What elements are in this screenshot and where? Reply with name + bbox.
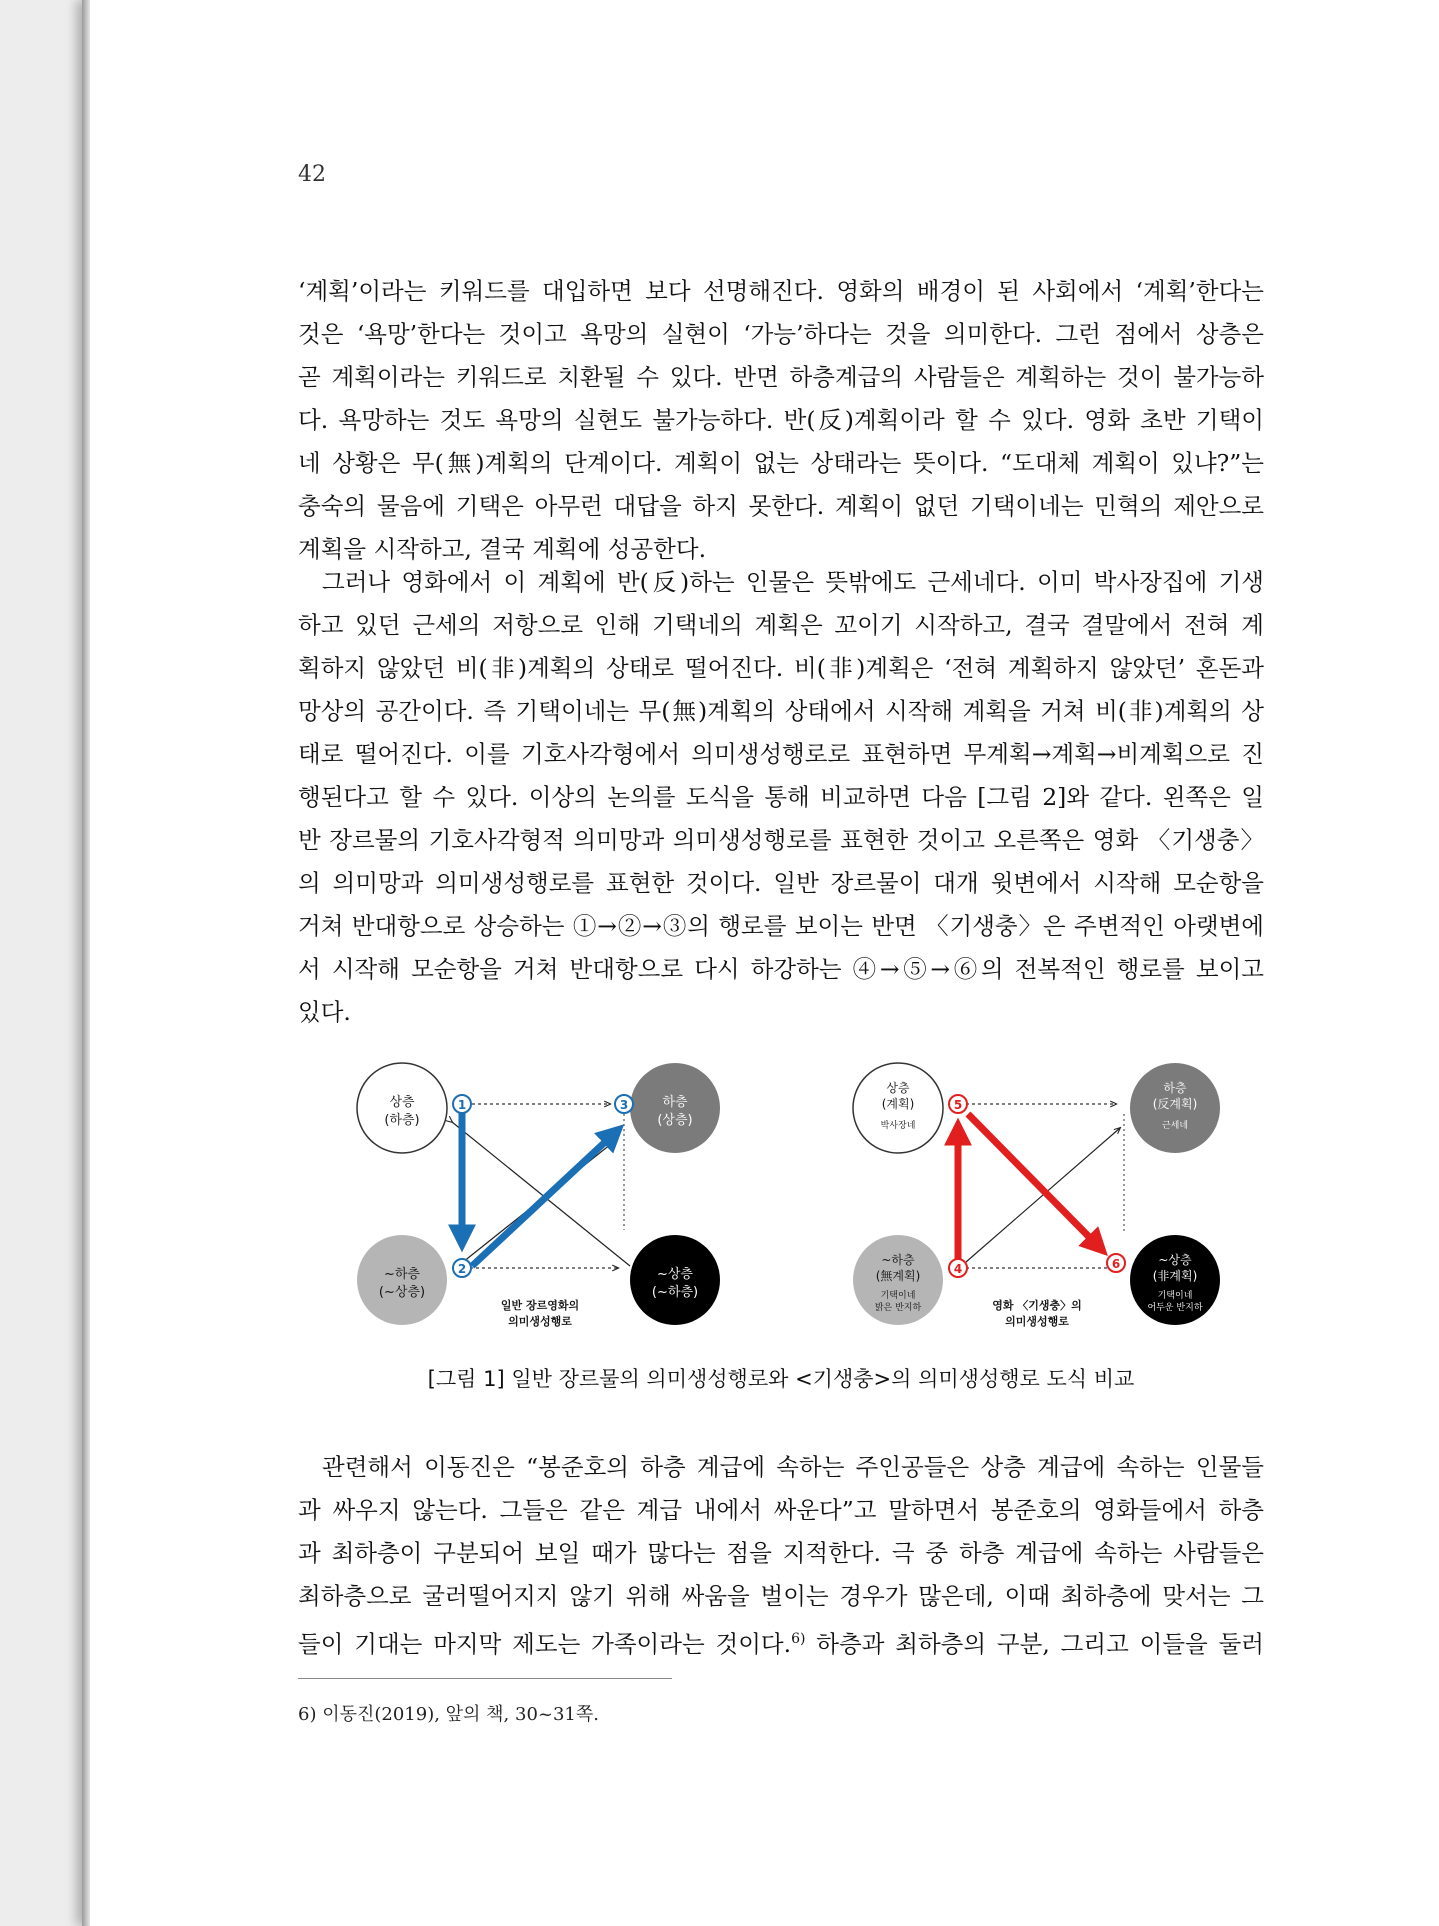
tr-label: 하층 bbox=[662, 1095, 688, 1110]
tr-note: 근세네 bbox=[1161, 1121, 1189, 1131]
page-spine-shadow bbox=[82, 0, 90, 1926]
step-5-number: 5 bbox=[953, 1098, 963, 1112]
text-line: 획하지 않았던 비(非)계획의 상태로 떨어진다. 비(非)계획은 ‘전혀 계획하지 않았던’ 혼돈과 bbox=[298, 654, 1264, 682]
br-label: ~상층 bbox=[1158, 1253, 1192, 1267]
text-line: ‘계획’이라는 키워드를 대입하면 보다 선명해진다. 영화의 배경이 된 사회에서 ‘계획’한다는 bbox=[298, 277, 1264, 305]
text-line: 태로 떨어진다. 이를 기호사각형에서 의미생성행로로 표현하면 무계획→계획→비계획으로 진 bbox=[298, 740, 1264, 768]
right-path-label: 영화 〈기생충〉의 bbox=[992, 1299, 1082, 1312]
tr-label: 하층 bbox=[1163, 1081, 1187, 1095]
left-path-sublabel: 의미생성행로 bbox=[508, 1315, 572, 1328]
blue-arrow-up bbox=[472, 1130, 618, 1266]
paragraph-3 bbox=[298, 1446, 1264, 1666]
footnote-divider bbox=[298, 1678, 672, 1679]
text-line: 망상의 공간이다. 즉 기택이네는 무(無)계획의 상태에서 시작해 계획을 거쳐 비(非)계획의 상 bbox=[298, 697, 1264, 725]
br-label: ~상층 bbox=[656, 1267, 694, 1282]
text-line: 거쳐 반대항으로 상승하는 ①→②→③의 행로를 보이는 반면 〈기생충〉은 주변적인 아랫변에 bbox=[298, 912, 1264, 940]
left-diagram bbox=[357, 1063, 720, 1328]
right-diagram bbox=[853, 1063, 1220, 1328]
bl-note: 기택이네 bbox=[880, 1291, 916, 1301]
bl-note-2: 밝은 반지하 bbox=[874, 1303, 922, 1313]
bl-sublabel: (無계획) bbox=[875, 1269, 921, 1283]
step-1-number: 1 bbox=[457, 1098, 467, 1112]
tr-sublabel: (상층) bbox=[657, 1113, 693, 1128]
paragraph-2 bbox=[298, 561, 1264, 1034]
text-line: 행된다고 할 수 있다. 이상의 논의를 도식을 통해 비교하면 다음 [그림 2]와 같다. 왼쪽은 일 bbox=[298, 783, 1264, 811]
semiotic-square-figure bbox=[340, 1044, 1220, 1344]
text-line: 그러나 영화에서 이 계획에 반(反)하는 인물은 뜻밖에도 근세네다. 이미 박사장집에 기생 bbox=[322, 568, 1264, 596]
text-line bbox=[298, 1618, 1264, 1666]
text-line: 계획을 시작하고, 결국 계획에 성공한다. bbox=[298, 535, 707, 563]
bl-sublabel: (~상층) bbox=[378, 1285, 426, 1300]
figure-caption: [그림 1] 일반 장르물의 의미생성행로와 <기생충>의 의미생성행로 도식 비교 bbox=[427, 1367, 1135, 1391]
text-line: 하고 있던 근세의 저항으로 인해 기택네의 계획은 꼬이기 시작하고, 결국 결말에서 전혀 계 bbox=[298, 611, 1264, 639]
text-line: 다. 욕망하는 것도 욕망의 실현도 불가능하다. 반(反)계획이라 할 수 있다. 영화 초반 기택이 bbox=[298, 406, 1264, 434]
bl-label: ~하층 bbox=[383, 1267, 421, 1282]
page-number: 42 bbox=[298, 162, 326, 187]
paragraph-1 bbox=[298, 270, 1264, 571]
text-line: 네 상황은 무(無)계획의 단계이다. 계획이 없는 상태라는 뜻이다. “도대체 계획이 있냐?”는 bbox=[298, 449, 1264, 477]
text-line: 의 의미망과 의미생성행로를 표현한 것이다. 일반 장르물이 대개 윗변에서 시작해 모순항을 bbox=[298, 869, 1264, 897]
tl-sublabel: (하층) bbox=[384, 1113, 420, 1128]
text-line: 최하층으로 굴러떨어지지 않기 위해 싸움을 벌이는 경우가 많은데, 이때 최하층에 맞서는 그 bbox=[298, 1582, 1264, 1610]
text-line: 반 장르물의 기호사각형적 의미망과 의미생성행로를 표현한 것이고 오른쪽은 영화 〈기생충〉 bbox=[298, 826, 1264, 854]
text-segment: 하층과 최하층의 구분, 그리고 이들을 둘러 bbox=[805, 1629, 1264, 1658]
tl-label: 상층 bbox=[389, 1095, 415, 1110]
text-line: 과 최하층이 구분되어 보일 때가 많다는 점을 지적한다. 극 중 하층 계급에 속하는 사람들은 bbox=[298, 1539, 1264, 1567]
text-line: 충숙의 물음에 기택은 아무런 대답을 하지 못한다. 계획이 없던 기택이네는 민혁의 제안으로 bbox=[298, 492, 1264, 520]
tl-sublabel: (계획) bbox=[881, 1097, 915, 1111]
red-arrow-down bbox=[968, 1114, 1102, 1250]
tl-note: 박사장네 bbox=[880, 1121, 916, 1131]
text-line: 관련해서 이동진은 “봉준호의 하층 계급에 속하는 주인공들은 상층 계급에 속하는 인물들 bbox=[322, 1453, 1264, 1481]
text-segment: 들이 기대는 마지막 제도는 가족이라는 것이다. bbox=[298, 1629, 792, 1658]
step-3-number: 3 bbox=[619, 1098, 629, 1112]
step-4-number: 4 bbox=[953, 1262, 963, 1276]
viewer-background bbox=[0, 0, 90, 1926]
step-6-number: 6 bbox=[1111, 1257, 1121, 1271]
step-2-number: 2 bbox=[457, 1262, 467, 1276]
br-note-2: 어두운 반지하 bbox=[1147, 1303, 1203, 1313]
bl-label: ~하층 bbox=[881, 1253, 915, 1267]
br-note: 기택이네 bbox=[1157, 1291, 1193, 1301]
br-sublabel: (非계획) bbox=[1152, 1269, 1198, 1283]
text-line: 곧 계획이라는 키워드로 치환될 수 있다. 반면 하층계급의 사람들은 계획하는 것이 불가능하 bbox=[298, 363, 1264, 391]
text-line: 있다. bbox=[298, 998, 351, 1026]
text-line: 과 싸우지 않는다. 그들은 같은 계급 내에서 싸운다”고 말하면서 봉준호의 영화들에서 하층 bbox=[298, 1496, 1264, 1524]
footnote-6: 6) 이동진(2019), 앞의 책, 30~31쪽. bbox=[298, 1704, 599, 1725]
right-path-sublabel: 의미생성행로 bbox=[1005, 1315, 1069, 1328]
left-path-label: 일반 장르영화의 bbox=[500, 1299, 580, 1312]
tl-label: 상층 bbox=[886, 1081, 910, 1095]
tr-sublabel: (反계획) bbox=[1152, 1097, 1198, 1111]
text-line: 것은 ‘욕망’한다는 것이고 욕망의 실현이 ‘가능’하다는 것을 의미한다. 그런 점에서 상층은 bbox=[298, 320, 1264, 348]
footnote-ref-6[interactable]: 6) bbox=[791, 1631, 806, 1647]
text-line: 서 시작해 모순항을 거쳐 반대항으로 다시 하강하는 ④→⑤→⑥의 전복적인 행로를 보이고 bbox=[298, 955, 1264, 983]
br-sublabel: (~하층) bbox=[651, 1285, 699, 1300]
